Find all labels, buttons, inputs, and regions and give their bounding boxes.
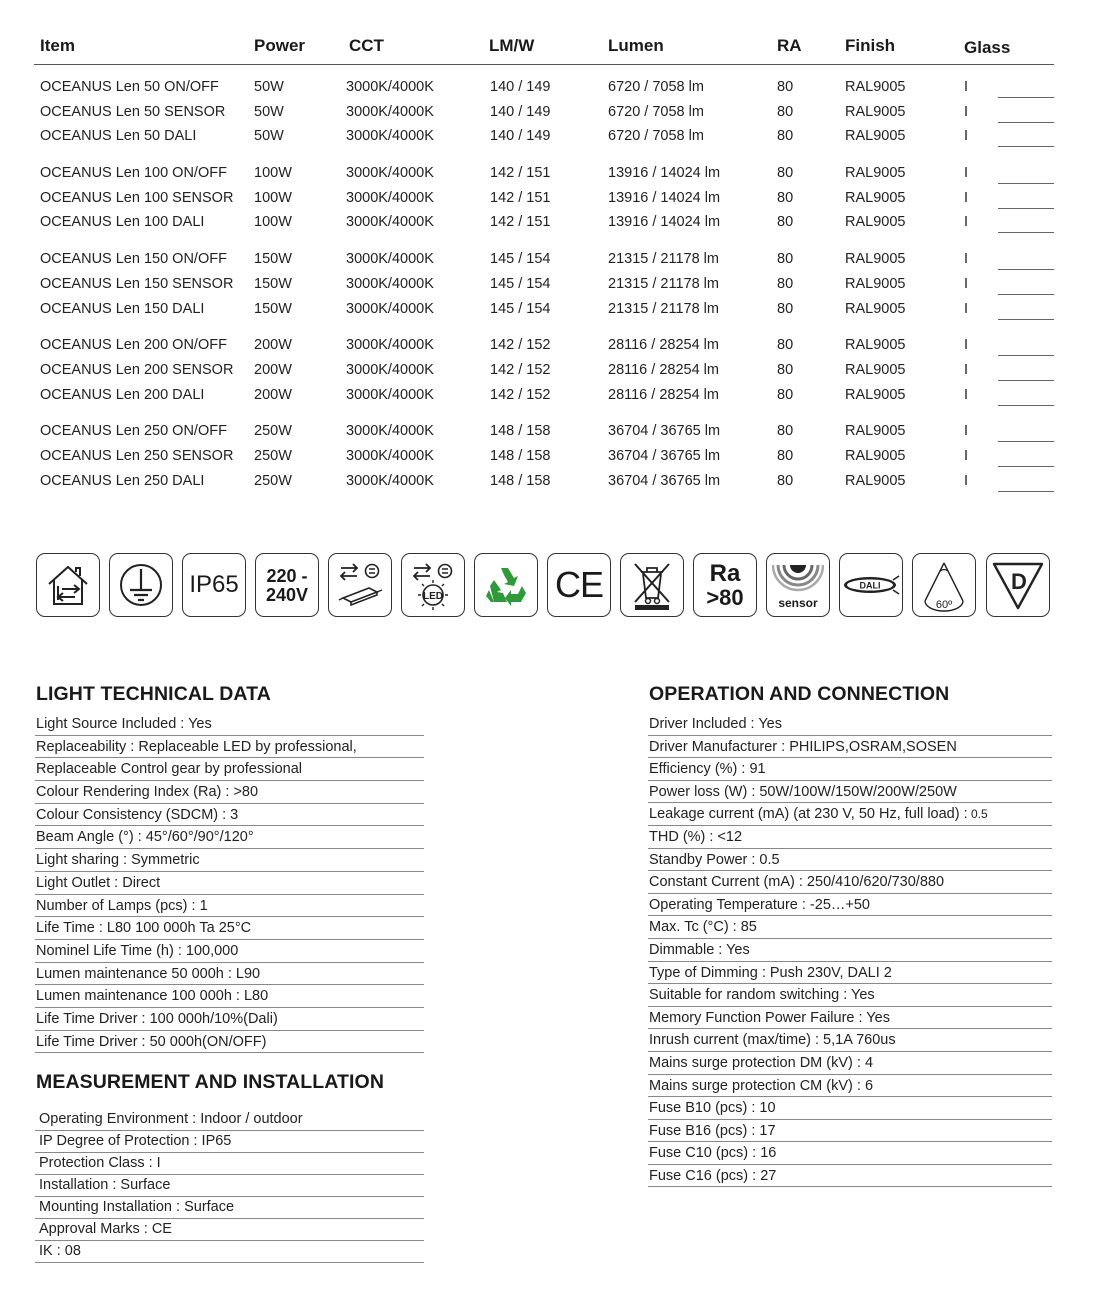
cell-lmw: 142 / 152 [490, 386, 551, 403]
cell-cct: 3000K/4000K [346, 103, 434, 120]
cell-item: OCEANUS Len 100 ON/OFF [40, 165, 227, 182]
cell-finish: RAL9005 [845, 103, 906, 120]
glass-blank-line [998, 269, 1054, 270]
cell-ra: 80 [777, 472, 794, 489]
cell-power: 200W [254, 361, 292, 378]
operation-spec-text: THD (%) : <12 [649, 828, 743, 845]
cell-glass: I [964, 214, 969, 231]
cell-glass: I [964, 361, 969, 378]
measurement-spec-text: Operating Environment : Indoor / outdoor [39, 1111, 303, 1127]
operation-spec-text: Type of Dimming : Push 230V, DALI 2 [649, 964, 892, 981]
table-row [34, 214, 1054, 239]
light-spec-text: Lumen maintenance 100 000h : L80 [36, 988, 269, 1005]
cell-lmw: 140 / 149 [490, 79, 551, 95]
col-lmw: LM/W [489, 36, 535, 55]
ce-mark-icon [547, 553, 611, 617]
operation-spec-item [648, 1007, 1052, 1030]
cell-ra: 80 [777, 361, 794, 378]
cell-ra: 80 [777, 447, 794, 464]
cell-item: OCEANUS Len 200 DALI [40, 386, 205, 403]
cell-item: OCEANUS Len 200 ON/OFF [40, 337, 227, 354]
operation-spec-text: Efficiency (%) : 91 [649, 761, 766, 778]
ip65-icon [182, 553, 246, 617]
light-technical-title: LIGHT TECHNICAL DATA [36, 683, 271, 705]
cell-cct: 3000K/4000K [346, 423, 434, 440]
operation-spec-item [648, 1029, 1052, 1052]
operation-spec-text: Standby Power : 0.5 [649, 851, 780, 868]
cell-lumen: 28116 / 28254 lm [608, 337, 719, 354]
cell-lumen: 6720 / 7058 lm [608, 79, 704, 95]
measurement-spec-item [35, 1131, 424, 1153]
house-arrows-icon [36, 553, 100, 617]
light-spec-item [35, 895, 424, 918]
light-spec-text: Light Source Included : Yes [36, 716, 212, 732]
light-spec-text: Nominel Life Time (h) : 100,000 [36, 942, 239, 959]
cell-ra: 80 [777, 275, 794, 292]
cell-lumen: 21315 / 21178 lm [608, 275, 719, 292]
cell-glass: I [964, 79, 969, 95]
cell-glass: I [964, 337, 969, 354]
operation-spec-item [648, 1165, 1052, 1188]
light-spec-text: Colour Consistency (SDCM) : 3 [36, 806, 239, 823]
ra80-icon [693, 553, 757, 617]
operation-spec-text: Fuse C16 (pcs) : 27 [649, 1167, 777, 1184]
cell-lumen: 13916 / 14024 lm [608, 189, 721, 206]
cell-power: 150W [254, 275, 292, 292]
cell-power: 200W [254, 337, 292, 354]
cell-power: 50W [254, 79, 284, 95]
operation-spec-text: Leakage current (mA) (at 230 V, 50 Hz, full load) : [649, 806, 968, 823]
voltage-top: 220 - [266, 565, 308, 586]
cell-glass: I [964, 386, 969, 403]
col-finish: Finish [845, 36, 896, 55]
light-spec-item [35, 985, 424, 1008]
glass-blank-line [998, 122, 1054, 123]
cell-lumen: 6720 / 7058 lm [608, 128, 704, 145]
light-spec-text: Replaceable Control gear by professional [36, 761, 302, 778]
measurement-spec-text: Approval Marks : CE [39, 1221, 172, 1237]
cell-item: OCEANUS Len 50 ON/OFF [40, 79, 219, 95]
light-spec-item [35, 1031, 424, 1054]
light-spec-text: Light sharing : Symmetric [36, 852, 200, 869]
table-row [34, 276, 1054, 301]
cell-power: 150W [254, 300, 292, 317]
ra-top: Ra [709, 559, 741, 587]
light-spec-item [35, 917, 424, 940]
recycle-icon [474, 553, 538, 617]
operation-spec-item [648, 962, 1052, 985]
d-mark-icon [986, 553, 1050, 617]
cell-item: OCEANUS Len 150 DALI [40, 300, 205, 317]
table-row [34, 104, 1054, 129]
cell-cct: 3000K/4000K [346, 251, 434, 268]
operation-spec-item [648, 984, 1052, 1007]
table-row [34, 190, 1054, 215]
light-spec-text: Number of Lamps (pcs) : 1 [36, 897, 208, 914]
table-row [34, 251, 1054, 276]
operation-spec-text: Fuse B10 (pcs) : 10 [649, 1100, 776, 1117]
light-spec-text: Beam Angle (°) : 45°/60°/90°/120° [36, 829, 254, 846]
cell-cct: 3000K/4000K [346, 337, 434, 354]
dali-label: DALI [859, 580, 881, 591]
cell-lmw: 140 / 149 [490, 103, 551, 120]
light-technical-list [35, 713, 424, 1053]
cell-finish: RAL9005 [845, 275, 906, 292]
glass-blank-line [998, 232, 1054, 233]
cell-glass: I [964, 103, 969, 120]
icon-strip [36, 553, 1052, 619]
voltage-icon [255, 553, 319, 617]
operation-spec-text: Max. Tc (°C) : 85 [649, 919, 757, 936]
light-spec-text: Life Time Driver : 50 000h(ON/OFF) [36, 1033, 267, 1050]
operation-spec-item [648, 736, 1052, 759]
cell-lumen: 13916 / 14024 lm [608, 165, 721, 182]
led-module-icon [401, 553, 465, 617]
light-spec-text: Life Time : L80 100 000h Ta 25°C [36, 920, 252, 937]
glass-blank-line [998, 183, 1054, 184]
light-spec-item [35, 758, 424, 781]
cell-finish: RAL9005 [845, 300, 906, 317]
glass-blank-line [998, 208, 1054, 209]
cell-glass: I [964, 251, 969, 268]
cell-lmw: 140 / 149 [490, 128, 551, 145]
table-row [34, 128, 1054, 153]
sensor-icon [766, 553, 830, 617]
cell-power: 200W [254, 386, 292, 403]
cell-power: 50W [254, 128, 284, 145]
operation-spec-text: Memory Function Power Failure : Yes [649, 1009, 890, 1026]
table-row [34, 79, 1054, 104]
cell-lumen: 28116 / 28254 lm [608, 386, 719, 403]
beam-angle-icon [912, 553, 976, 617]
light-spec-item [35, 872, 424, 895]
ip65-label: IP65 [189, 571, 239, 598]
table-row [34, 165, 1054, 190]
cell-ra: 80 [777, 128, 794, 145]
glass-blank-line [998, 380, 1054, 381]
cell-lumen: 21315 / 21178 lm [608, 251, 719, 268]
cell-finish: RAL9005 [845, 423, 906, 440]
light-spec-item [35, 963, 424, 986]
cell-finish: RAL9005 [845, 128, 906, 145]
operation-spec-text: Power loss (W) : 50W/100W/150W/200W/250W [649, 783, 957, 800]
cell-ra: 80 [777, 214, 794, 231]
cell-cct: 3000K/4000K [346, 165, 434, 182]
col-power: Power [254, 36, 306, 55]
cell-lumen: 21315 / 21178 lm [608, 300, 719, 317]
measurement-spec-item [35, 1109, 424, 1131]
cell-lmw: 142 / 152 [490, 337, 551, 354]
cell-glass: I [964, 300, 969, 317]
measurement-spec-text: Protection Class : I [39, 1155, 161, 1171]
measurement-spec-text: Installation : Surface [39, 1177, 171, 1193]
operation-spec-item [648, 803, 1052, 826]
measurement-spec-item [35, 1175, 424, 1197]
cell-ra: 80 [777, 165, 794, 182]
light-spec-item [35, 804, 424, 827]
measurement-spec-item [35, 1153, 424, 1175]
operation-list [648, 713, 1052, 1187]
cell-finish: RAL9005 [845, 79, 906, 95]
dali-icon [839, 553, 903, 617]
ce-label: CE [554, 564, 603, 605]
product-table [34, 36, 1054, 497]
table-row [34, 387, 1054, 412]
cell-ra: 80 [777, 251, 794, 268]
light-spec-item [35, 1008, 424, 1031]
cell-lmw: 142 / 151 [490, 214, 551, 231]
cell-lmw: 142 / 151 [490, 189, 551, 206]
cell-lumen: 6720 / 7058 lm [608, 103, 704, 120]
cell-power: 250W [254, 423, 292, 440]
leakage-value: 0.5 [970, 807, 988, 822]
cell-glass: I [964, 423, 969, 440]
cell-power: 250W [254, 447, 292, 464]
light-spec-item [35, 849, 424, 872]
cell-finish: RAL9005 [845, 189, 906, 206]
cell-lumen: 13916 / 14024 lm [608, 214, 721, 231]
cell-finish: RAL9005 [845, 165, 906, 182]
table-row [34, 448, 1054, 473]
operation-spec-item [648, 1052, 1052, 1075]
operation-title: OPERATION AND CONNECTION [649, 683, 950, 705]
operation-spec-item [648, 826, 1052, 849]
cell-glass: I [964, 165, 969, 182]
cell-lumen: 36704 / 36765 lm [608, 447, 721, 464]
operation-spec-item [648, 758, 1052, 781]
operation-spec-item [648, 1120, 1052, 1143]
cell-finish: RAL9005 [845, 386, 906, 403]
light-spec-text: Life Time Driver : 100 000h/10%(Dali) [36, 1010, 278, 1027]
operation-spec-text: Mains surge protection DM (kV) : 4 [649, 1054, 874, 1071]
light-spec-item [35, 781, 424, 804]
table-row [34, 301, 1054, 326]
operation-spec-item [648, 1075, 1052, 1098]
cell-lumen: 28116 / 28254 lm [608, 361, 719, 378]
voltage-bottom: 240V [265, 584, 309, 605]
cell-ra: 80 [777, 423, 794, 440]
glass-blank-line [998, 294, 1054, 295]
operation-spec-item [648, 894, 1052, 917]
cell-lumen: 36704 / 36765 lm [608, 472, 721, 489]
cell-power: 250W [254, 472, 292, 489]
cell-glass: I [964, 275, 969, 292]
cell-cct: 3000K/4000K [346, 300, 434, 317]
cell-lmw: 148 / 158 [490, 472, 551, 489]
cell-item: OCEANUS Len 150 ON/OFF [40, 251, 227, 268]
glass-blank-line [998, 441, 1054, 442]
cell-lmw: 142 / 152 [490, 361, 551, 378]
measurement-list [35, 1109, 424, 1263]
col-ra: RA [777, 36, 802, 55]
beam-label: 60º [935, 599, 953, 611]
cell-lumen: 36704 / 36765 lm [608, 423, 721, 440]
light-spec-item [35, 736, 424, 759]
operation-spec-text: Fuse C10 (pcs) : 16 [649, 1145, 777, 1162]
cell-item: OCEANUS Len 100 DALI [40, 214, 205, 231]
measurement-title: MEASUREMENT AND INSTALLATION [36, 1071, 385, 1093]
operation-spec-text: Inrush current (max/time) : 5,1A 760us [649, 1032, 896, 1049]
glass-blank-line [998, 146, 1054, 147]
light-spec-text: Replaceability : Replaceable LED by professional, [36, 738, 357, 755]
cell-cct: 3000K/4000K [346, 128, 434, 145]
cell-ra: 80 [777, 79, 794, 95]
cell-finish: RAL9005 [845, 447, 906, 464]
cell-finish: RAL9005 [845, 337, 906, 354]
measurement-spec-text: Mounting Installation : Surface [39, 1199, 235, 1215]
cell-power: 50W [254, 103, 284, 120]
cell-ra: 80 [777, 300, 794, 317]
cell-cct: 3000K/4000K [346, 472, 434, 489]
cell-item: OCEANUS Len 250 DALI [40, 472, 205, 489]
operation-spec-item [648, 781, 1052, 804]
cell-lmw: 145 / 154 [490, 251, 551, 268]
cell-item: OCEANUS Len 50 DALI [40, 128, 197, 145]
col-cct: CCT [349, 36, 384, 55]
cell-power: 100W [254, 214, 292, 231]
cell-finish: RAL9005 [845, 361, 906, 378]
light-spec-item [35, 940, 424, 963]
cell-glass: I [964, 189, 969, 206]
cell-ra: 80 [777, 103, 794, 120]
operation-spec-item [648, 849, 1052, 872]
cell-ra: 80 [777, 189, 794, 206]
cell-cct: 3000K/4000K [346, 214, 434, 231]
cell-glass: I [964, 447, 969, 464]
cell-finish: RAL9005 [845, 251, 906, 268]
light-spec-text: Light Outlet : Direct [36, 874, 161, 891]
operation-spec-item [648, 1142, 1052, 1165]
operation-spec-item [648, 713, 1052, 736]
cell-ra: 80 [777, 386, 794, 403]
cell-cct: 3000K/4000K [346, 79, 434, 95]
operation-spec-item [648, 871, 1052, 894]
operation-spec-text: Operating Temperature : -25…+50 [649, 896, 870, 913]
cell-power: 100W [254, 189, 292, 206]
measurement-spec-item [35, 1197, 424, 1219]
d-label: D [1011, 569, 1027, 594]
operation-spec-text: Fuse B16 (pcs) : 17 [649, 1122, 776, 1139]
measurement-spec-text: IK : 08 [39, 1243, 81, 1259]
table-body [34, 79, 1054, 497]
light-spec-item [35, 713, 424, 736]
cell-ra: 80 [777, 337, 794, 354]
glass-blank-line [998, 355, 1054, 356]
cell-item: OCEANUS Len 150 SENSOR [40, 275, 234, 292]
ground-symbol-icon [109, 553, 173, 617]
glass-blank-line [998, 491, 1054, 492]
cell-glass: I [964, 472, 969, 489]
light-spec-item [35, 826, 424, 849]
operation-spec-text: Mains surge protection CM (kV) : 6 [649, 1077, 874, 1094]
operation-spec-text: Driver Manufacturer : PHILIPS,OSRAM,SOSEN [649, 738, 957, 755]
measurement-spec-item [35, 1219, 424, 1241]
glass-blank-line [998, 405, 1054, 406]
cell-cct: 3000K/4000K [346, 361, 434, 378]
glass-blank-line [998, 466, 1054, 467]
operation-spec-item [648, 916, 1052, 939]
light-spec-text: Lumen maintenance 50 000h : L90 [36, 965, 261, 982]
operation-spec-text: Suitable for random switching : Yes [649, 987, 875, 1004]
table-row [34, 473, 1054, 498]
cell-power: 100W [254, 165, 292, 182]
operation-spec-item [648, 1097, 1052, 1120]
cell-lmw: 145 / 154 [490, 300, 551, 317]
col-item: Item [40, 36, 75, 55]
light-spec-text: Colour Rendering Index (Ra) : >80 [36, 784, 259, 801]
cell-lmw: 148 / 158 [490, 447, 551, 464]
glass-blank-line [998, 97, 1054, 98]
operation-spec-text: Constant Current (mA) : 250/410/620/730/880 [649, 874, 945, 891]
cell-cct: 3000K/4000K [346, 275, 434, 292]
table-row [34, 423, 1054, 448]
cell-cct: 3000K/4000K [346, 386, 434, 403]
cell-item: OCEANUS Len 50 SENSOR [40, 103, 226, 120]
sensor-label: sensor [778, 596, 818, 610]
measurement-spec-item [35, 1241, 424, 1263]
operation-spec-text: Dimmable : Yes [649, 941, 750, 958]
cell-cct: 3000K/4000K [346, 447, 434, 464]
led-label: LED [423, 591, 443, 602]
operation-spec-text: Driver Included : Yes [649, 716, 782, 732]
cell-lmw: 148 / 158 [490, 423, 551, 440]
weee-bin-icon [620, 553, 684, 617]
table-header [34, 36, 1054, 65]
cell-power: 150W [254, 251, 292, 268]
cell-item: OCEANUS Len 250 ON/OFF [40, 423, 227, 440]
cell-finish: RAL9005 [845, 214, 906, 231]
cell-item: OCEANUS Len 250 SENSOR [40, 447, 234, 464]
table-row [34, 337, 1054, 362]
cell-lmw: 145 / 154 [490, 275, 551, 292]
cell-item: OCEANUS Len 200 SENSOR [40, 361, 234, 378]
cell-finish: RAL9005 [845, 472, 906, 489]
col-lumen: Lumen [608, 36, 664, 55]
cell-item: OCEANUS Len 100 SENSOR [40, 189, 234, 206]
measurement-spec-text: IP Degree of Protection : IP65 [39, 1133, 232, 1149]
table-row [34, 362, 1054, 387]
operation-spec-item [648, 939, 1052, 962]
cell-lmw: 142 / 151 [490, 165, 551, 182]
glass-blank-line [998, 319, 1054, 320]
col-glass: Glass [964, 38, 1011, 57]
cell-cct: 3000K/4000K [346, 189, 434, 206]
driver-icon [328, 553, 392, 617]
cell-glass: I [964, 128, 969, 145]
ra-bottom: >80 [706, 584, 744, 610]
